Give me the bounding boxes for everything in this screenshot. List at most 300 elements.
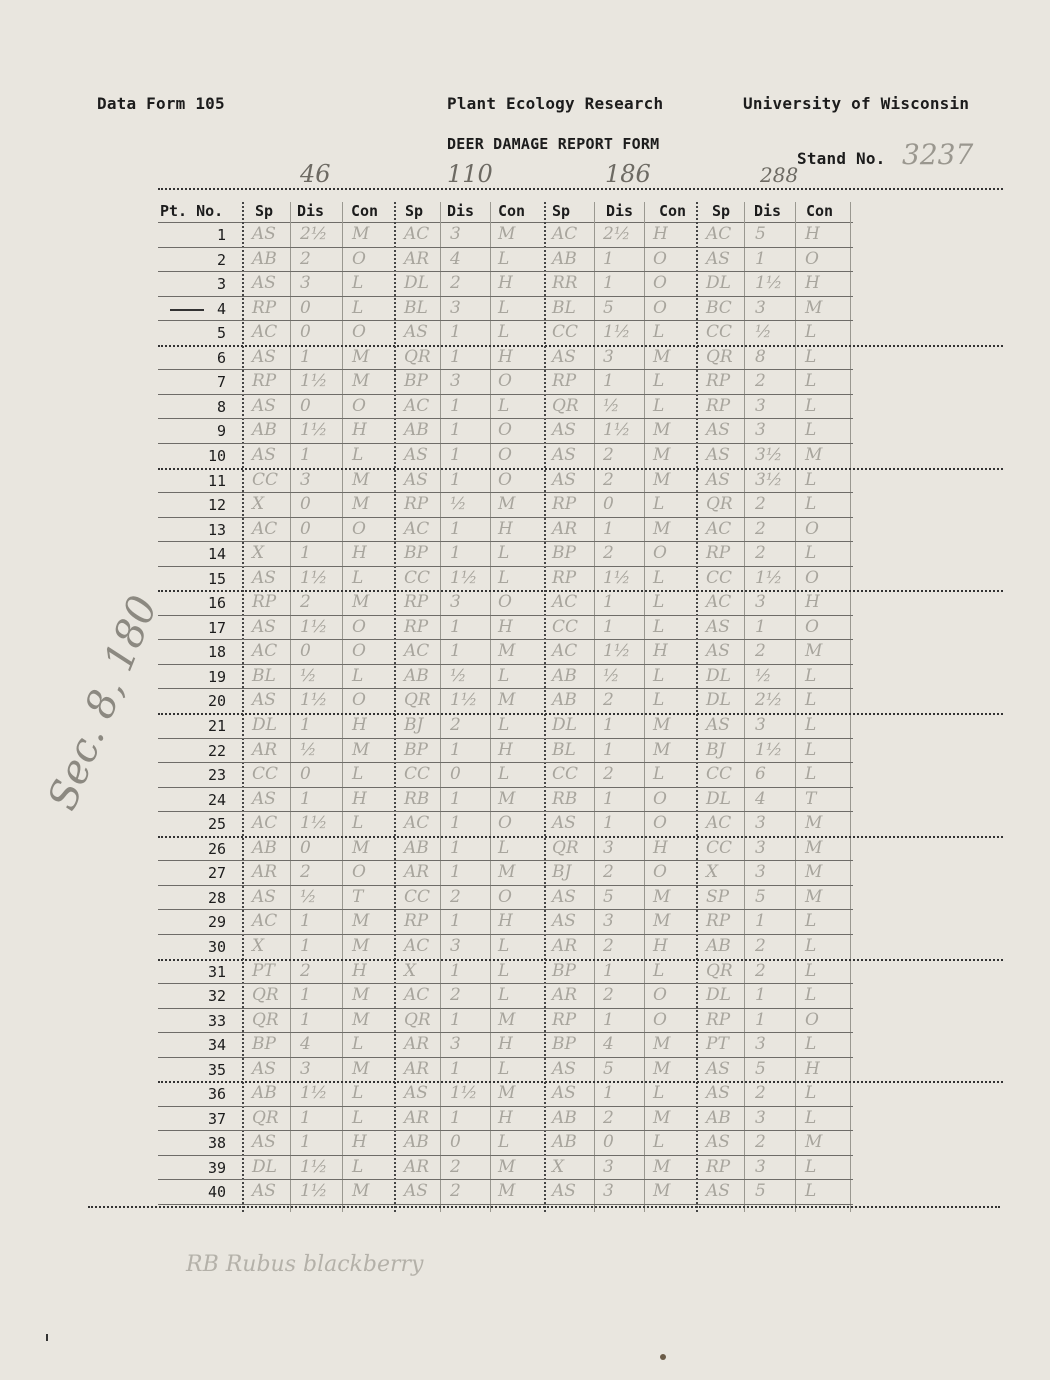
data-cell: X	[552, 1156, 565, 1177]
data-cell: AC	[552, 592, 578, 613]
data-cell: L	[498, 837, 510, 858]
data-cell: H	[352, 543, 367, 564]
data-cell: L	[805, 420, 817, 441]
form-title: DEER DAMAGE REPORT FORM	[447, 135, 660, 153]
data-cell: O	[653, 1009, 667, 1030]
data-cell: H	[805, 273, 820, 294]
row-rule	[158, 615, 853, 616]
data-cell: H	[498, 518, 513, 539]
data-cell: 2½	[755, 690, 783, 711]
point-number: 17	[207, 618, 226, 637]
data-cell: 1	[300, 1132, 311, 1153]
data-cell: M	[352, 985, 370, 1006]
row-rule	[158, 296, 853, 297]
data-cell: AS	[252, 1181, 276, 1202]
data-cell: O	[653, 985, 667, 1006]
data-cell: AR	[404, 248, 430, 269]
bearing-1: 46	[300, 160, 331, 188]
data-cell: DL	[706, 985, 731, 1006]
row-rule	[158, 1081, 1003, 1083]
data-cell: L	[653, 494, 665, 515]
data-cell: CC	[252, 764, 279, 785]
data-cell: AC	[552, 224, 578, 244]
data-cell: AS	[552, 1083, 576, 1104]
data-cell: BP	[404, 371, 428, 392]
data-cell: L	[805, 395, 817, 416]
data-cell: 3	[450, 371, 461, 392]
data-cell: H	[498, 346, 513, 367]
data-cell: CC	[404, 764, 431, 785]
data-cell: ½	[755, 322, 772, 343]
stand-value: 3237	[902, 138, 974, 171]
point-number: 18	[207, 643, 226, 662]
data-cell: CC	[404, 567, 431, 588]
data-cell: 1½	[450, 690, 478, 711]
data-cell: 3	[450, 935, 461, 956]
data-cell: PT	[252, 960, 275, 981]
data-cell: BL	[552, 739, 576, 760]
col-header-dis-3: Dis	[606, 202, 634, 220]
col-header-con-2: Con	[498, 202, 526, 220]
data-cell: L	[352, 444, 364, 465]
data-cell: CC	[552, 322, 579, 343]
col-header-sp-3: Sp	[552, 202, 571, 220]
data-cell: 1	[603, 1009, 614, 1030]
data-cell: QR	[706, 494, 733, 515]
data-cell: AS	[404, 1083, 428, 1104]
data-cell: O	[352, 641, 366, 662]
data-cell: L	[498, 715, 510, 735]
data-cell: AS	[706, 1181, 730, 1202]
data-cell: H	[805, 1058, 820, 1079]
point-number: 1	[216, 226, 226, 244]
data-cell: ½	[450, 665, 467, 686]
data-cell: M	[805, 813, 823, 834]
data-cell: BP	[404, 739, 428, 760]
data-cell: H	[352, 788, 367, 809]
data-cell: CC	[706, 567, 733, 588]
data-cell: 1	[603, 592, 614, 613]
data-cell: O	[653, 543, 667, 564]
data-cell: M	[498, 494, 516, 515]
data-cell: L	[805, 1034, 817, 1055]
data-cell: QR	[552, 837, 579, 858]
row-rule	[158, 983, 853, 984]
point-number: 39	[207, 1158, 226, 1177]
data-cell: 2	[755, 1132, 766, 1153]
point-number: 21	[207, 717, 226, 735]
data-cell: 2	[450, 1156, 461, 1177]
row-rule	[158, 320, 853, 321]
data-cell: 1	[450, 788, 461, 809]
data-cell: 2½	[603, 224, 631, 244]
form-id: Data Form 105	[97, 94, 225, 113]
column-divider	[850, 202, 851, 1212]
data-cell: BP	[404, 543, 428, 564]
point-number: 37	[207, 1109, 226, 1128]
row-rule	[158, 271, 853, 272]
data-cell: 2	[300, 960, 311, 981]
data-cell: AB	[404, 837, 429, 858]
data-cell: M	[498, 1009, 516, 1030]
data-cell: H	[498, 273, 513, 294]
col-header-con-4: Con	[806, 202, 834, 220]
data-cell: AS	[706, 248, 730, 269]
point-number: 27	[207, 864, 226, 883]
data-cell: 1	[300, 715, 311, 735]
data-cell: 1	[603, 715, 614, 735]
data-cell: 3	[755, 297, 766, 318]
data-cell: AS	[252, 224, 276, 244]
bearing-4: 288	[760, 163, 799, 187]
data-cell: 1	[450, 960, 461, 981]
data-cell: SP	[706, 886, 730, 907]
data-cell: O	[498, 813, 512, 834]
data-cell: 3	[755, 592, 766, 613]
column-divider	[290, 202, 291, 1212]
data-cell: L	[805, 1156, 817, 1177]
data-cell: 2	[603, 935, 614, 956]
data-cell: M	[352, 371, 370, 392]
data-cell: AB	[404, 1132, 429, 1153]
data-cell: AB	[252, 420, 277, 441]
data-cell: 1½	[755, 739, 783, 760]
data-cell: 1	[450, 1058, 461, 1079]
row-rule	[158, 762, 853, 763]
col-header-sp-1: Sp	[255, 202, 274, 220]
data-cell: AS	[706, 1058, 730, 1079]
data-cell: 5	[755, 1058, 766, 1079]
col-header-pt: Pt. No.	[160, 202, 224, 220]
data-cell: 1	[450, 739, 461, 760]
data-cell: L	[498, 395, 510, 416]
data-cell: X	[706, 862, 719, 883]
data-cell: M	[352, 1181, 370, 1202]
data-cell: 1½	[300, 1181, 328, 1202]
row-rule	[158, 492, 853, 493]
data-cell: L	[352, 1156, 364, 1177]
row-4-dash	[170, 309, 204, 311]
point-number: 32	[207, 987, 226, 1006]
data-cell: 1½	[300, 371, 328, 392]
data-cell: 1	[450, 518, 461, 539]
data-cell: AR	[552, 985, 578, 1006]
data-cell: O	[352, 862, 366, 883]
data-cell: AS	[552, 1058, 576, 1079]
data-cell: 0	[603, 1132, 614, 1153]
column-divider	[744, 202, 745, 1212]
ink-mark	[46, 1334, 48, 1341]
data-cell: M	[805, 444, 823, 465]
data-cell: AB	[404, 420, 429, 441]
point-number: 40	[207, 1183, 226, 1202]
data-cell: 0	[603, 494, 614, 515]
data-cell: M	[352, 911, 370, 932]
stand-label: Stand No.	[797, 149, 886, 168]
data-cell: 3	[300, 1058, 311, 1079]
data-cell: H	[805, 592, 820, 613]
data-cell: 3	[755, 862, 766, 883]
data-cell: L	[352, 665, 364, 686]
data-cell: H	[653, 935, 668, 956]
data-cell: L	[653, 690, 665, 711]
data-cell: 3	[755, 1034, 766, 1055]
data-cell: L	[653, 1083, 665, 1104]
data-cell: CC	[552, 616, 579, 637]
data-cell: 0	[300, 297, 311, 318]
data-cell: 2	[450, 1181, 461, 1202]
data-cell: RP	[706, 395, 731, 416]
row-rule	[158, 1179, 853, 1180]
data-cell: H	[498, 1107, 513, 1128]
data-cell: AS	[552, 1181, 576, 1202]
data-cell: 2	[450, 886, 461, 907]
data-cell: 3	[300, 273, 311, 294]
data-cell: DL	[252, 715, 277, 735]
data-cell: L	[352, 813, 364, 834]
data-cell: M	[653, 469, 671, 490]
data-cell: 3	[755, 1107, 766, 1128]
data-cell: AC	[252, 911, 278, 932]
point-number: 12	[207, 496, 226, 515]
data-cell: O	[352, 518, 366, 539]
data-cell: 2	[755, 518, 766, 539]
point-number: 35	[207, 1060, 226, 1079]
row-rule	[158, 738, 853, 739]
data-cell: M	[653, 739, 671, 760]
data-cell: M	[352, 469, 370, 490]
point-number: 13	[207, 520, 226, 539]
data-cell: ½	[450, 494, 467, 515]
data-cell: L	[498, 543, 510, 564]
data-cell: 1	[450, 444, 461, 465]
data-cell: AC	[404, 935, 430, 956]
data-cell: AS	[252, 788, 276, 809]
data-cell: 1	[300, 1107, 311, 1128]
data-cell: 3	[450, 224, 461, 244]
data-cell: 2	[603, 764, 614, 785]
data-cell: 3	[450, 1034, 461, 1055]
data-cell: 1	[300, 935, 311, 956]
data-cell: L	[352, 764, 364, 785]
data-cell: AC	[404, 985, 430, 1006]
data-cell: 1½	[450, 567, 478, 588]
data-cell: AR	[404, 1058, 430, 1079]
data-cell: H	[498, 739, 513, 760]
data-cell: 1	[603, 960, 614, 981]
data-cell: T	[352, 886, 364, 907]
point-number: 14	[207, 545, 226, 564]
data-cell: O	[498, 420, 512, 441]
data-cell: O	[498, 444, 512, 465]
bearing-2: 110	[447, 160, 493, 188]
row-rule	[158, 664, 853, 665]
data-cell: L	[805, 469, 817, 490]
bearing-3: 186	[605, 160, 651, 188]
data-cell: AC	[404, 395, 430, 416]
data-cell: T	[805, 788, 817, 809]
data-cell: AC	[404, 518, 430, 539]
data-cell: 5	[755, 224, 766, 244]
data-cell: DL	[252, 1156, 277, 1177]
data-cell: 3	[603, 911, 614, 932]
data-cell: 5	[755, 1181, 766, 1202]
data-cell: M	[498, 1156, 516, 1177]
data-cell: 8	[755, 346, 766, 367]
data-cell: AS	[706, 1132, 730, 1153]
row-rule	[158, 811, 853, 812]
point-number: 15	[207, 569, 226, 588]
data-cell: L	[805, 985, 817, 1006]
data-cell: CC	[706, 837, 733, 858]
point-number: 23	[207, 766, 226, 785]
data-cell: AB	[552, 1132, 577, 1153]
data-cell: 1	[603, 1083, 614, 1104]
data-cell: 1	[603, 371, 614, 392]
data-cell: AS	[552, 346, 576, 367]
point-number: 7	[216, 373, 226, 392]
data-cell: PT	[706, 1034, 729, 1055]
data-cell: 2	[755, 371, 766, 392]
data-cell: 1	[450, 837, 461, 858]
column-divider	[696, 202, 698, 1212]
data-cell: O	[352, 690, 366, 711]
data-cell: DL	[706, 690, 731, 711]
data-cell: L	[498, 248, 510, 269]
row-rule	[158, 934, 853, 935]
data-cell: DL	[404, 273, 429, 294]
data-cell: 1½	[603, 567, 631, 588]
data-cell: L	[805, 935, 817, 956]
point-number: 19	[207, 667, 226, 686]
data-cell: L	[498, 297, 510, 318]
data-cell: H	[498, 911, 513, 932]
data-cell: L	[352, 1034, 364, 1055]
data-cell: 1	[450, 616, 461, 637]
data-cell: 4	[755, 788, 766, 809]
row-rule	[158, 394, 853, 395]
data-cell: X	[252, 494, 265, 515]
data-cell: 1	[300, 911, 311, 932]
data-cell: RP	[706, 911, 731, 932]
data-cell: CC	[404, 886, 431, 907]
column-divider	[342, 202, 343, 1212]
data-cell: AB	[552, 248, 577, 269]
data-cell: 0	[300, 518, 311, 539]
data-cell: DL	[552, 715, 577, 735]
col-header-con-1: Con	[351, 202, 379, 220]
data-cell: H	[653, 837, 668, 858]
data-cell: 1	[755, 616, 766, 637]
data-cell: 2	[603, 985, 614, 1006]
data-cell: 2	[450, 715, 461, 735]
data-cell: AS	[706, 1083, 730, 1104]
point-number: 4	[216, 299, 226, 318]
data-cell: AS	[252, 1058, 276, 1079]
data-cell: AS	[552, 911, 576, 932]
data-cell: 2	[450, 273, 461, 294]
data-cell: RP	[404, 592, 429, 613]
data-cell: O	[352, 395, 366, 416]
data-cell: AC	[706, 813, 732, 834]
row-rule	[158, 247, 853, 248]
data-cell: O	[805, 616, 819, 637]
data-cell: AS	[706, 715, 730, 735]
data-cell: 1	[450, 1107, 461, 1128]
data-cell: 5	[603, 297, 614, 318]
data-cell: AR	[552, 518, 578, 539]
data-cell: RP	[252, 371, 277, 392]
data-cell: 1	[603, 813, 614, 834]
data-cell: 2½	[300, 224, 328, 244]
row-rule	[158, 959, 1003, 961]
point-number: 3	[216, 275, 226, 294]
data-cell: CC	[706, 322, 733, 343]
data-cell: AS	[404, 469, 428, 490]
data-cell: 1	[755, 911, 766, 932]
data-cell: M	[653, 1058, 671, 1079]
data-cell: AS	[706, 420, 730, 441]
data-cell: L	[805, 1083, 817, 1104]
data-cell: L	[805, 715, 817, 735]
data-cell: L	[805, 911, 817, 932]
data-cell: 1	[603, 248, 614, 269]
data-cell: X	[404, 960, 417, 981]
point-number: 24	[207, 790, 226, 809]
data-cell: QR	[706, 346, 733, 367]
column-divider	[795, 202, 796, 1212]
col-header-dis-2: Dis	[447, 202, 475, 220]
data-cell: 1½	[300, 616, 328, 637]
data-cell: QR	[552, 395, 579, 416]
row-rule	[158, 1106, 853, 1107]
data-cell: 3	[755, 715, 766, 735]
data-cell: L	[805, 543, 817, 564]
data-cell: RP	[404, 616, 429, 637]
data-cell: AS	[552, 813, 576, 834]
row-rule	[158, 713, 1003, 715]
data-cell: L	[498, 1058, 510, 1079]
data-cell: M	[653, 346, 671, 367]
data-cell: AC	[252, 641, 278, 662]
point-number: 22	[207, 741, 226, 760]
data-cell: RP	[404, 911, 429, 932]
data-cell: AC	[404, 813, 430, 834]
data-cell: 0	[450, 764, 461, 785]
data-cell: RP	[252, 592, 277, 613]
data-cell: 2	[603, 469, 614, 490]
data-cell: M	[805, 837, 823, 858]
point-number: 34	[207, 1036, 226, 1055]
data-cell: 2	[603, 543, 614, 564]
data-cell: H	[653, 224, 668, 244]
data-cell: 0	[300, 395, 311, 416]
row-rule	[158, 418, 853, 419]
data-cell: M	[352, 494, 370, 515]
data-cell: QR	[404, 1009, 431, 1030]
data-cell: 2	[603, 444, 614, 465]
data-cell: 0	[450, 1132, 461, 1153]
data-cell: 0	[300, 837, 311, 858]
data-cell: H	[352, 960, 367, 981]
data-cell: L	[805, 1107, 817, 1128]
data-cell: DL	[706, 665, 731, 686]
data-cell: AR	[552, 935, 578, 956]
data-cell: O	[498, 592, 512, 613]
data-cell: 1	[603, 739, 614, 760]
data-cell: O	[653, 813, 667, 834]
data-cell: L	[653, 1132, 665, 1153]
